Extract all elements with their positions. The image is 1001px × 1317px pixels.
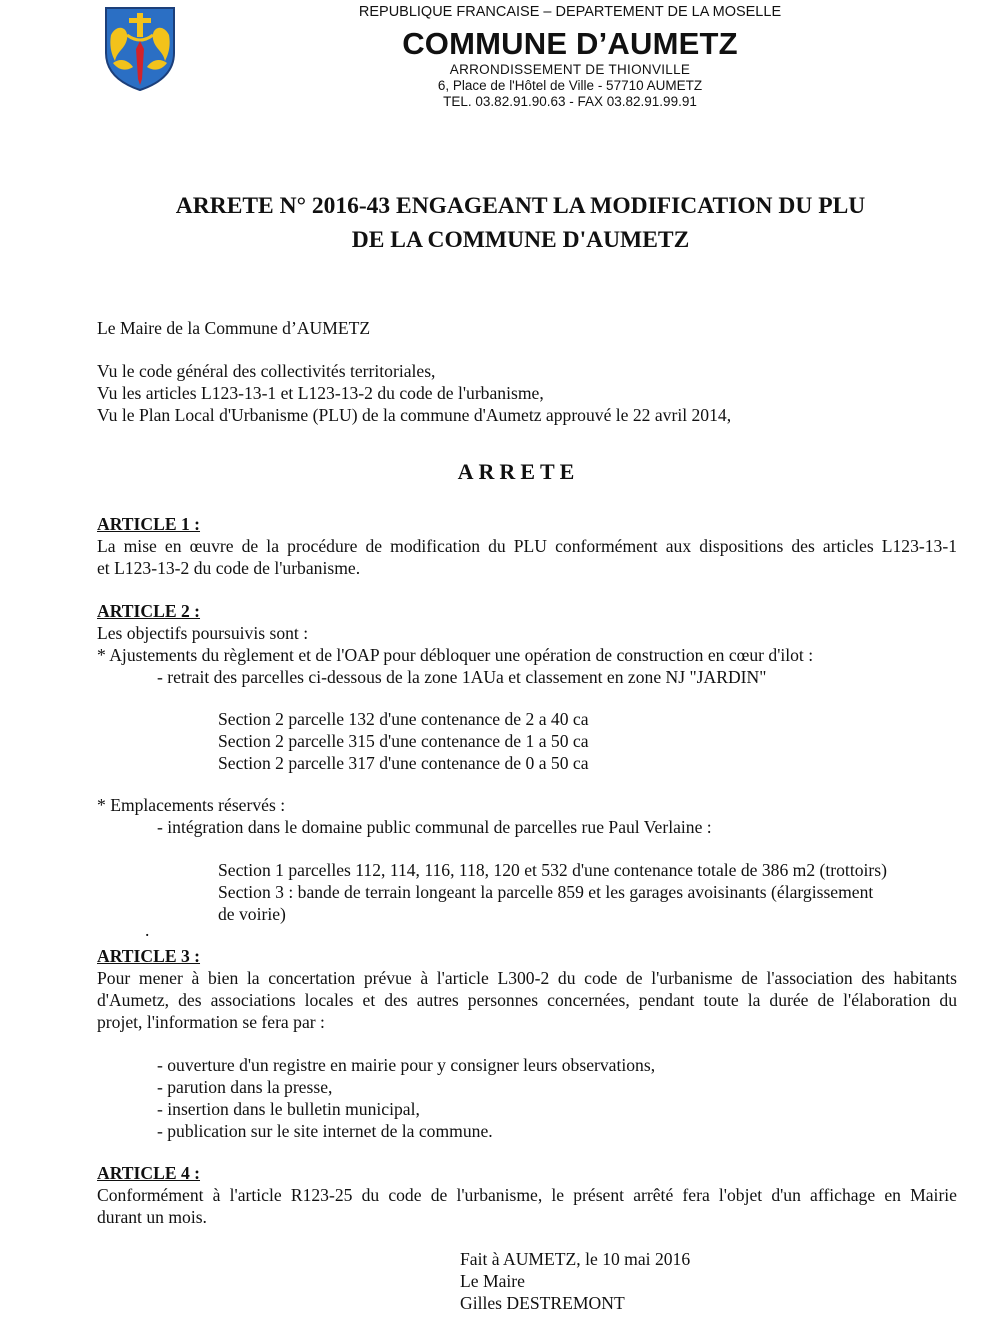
signature-role: Le Maire bbox=[460, 1271, 525, 1291]
list-item: - publication sur le site internet de la commune. bbox=[157, 1121, 493, 1141]
parcel-item: Section 2 parcelle 132 d'une contenance de 2 a 40 ca bbox=[218, 709, 589, 729]
preamble-vu-2: Vu les articles L123-13-1 et L123-13-2 du code de l'urbanisme, bbox=[97, 383, 544, 403]
article-4-line-1: Conformément à l'article R123-25 du code de l'urbanisme, le présent arrêté fera l'objet d'un affichage en Mairie bbox=[97, 1185, 957, 1205]
article-2-heading: ARTICLE 2 : bbox=[97, 601, 201, 621]
signature-place-date: Fait à AUMETZ, le 10 mai 2016 bbox=[460, 1249, 691, 1269]
header-commune-name: COMMUNE D’AUMETZ bbox=[402, 26, 738, 61]
header-arrondissement: ARRONDISSEMENT DE THIONVILLE bbox=[449, 62, 691, 77]
parcel-item: Section 2 parcelle 317 d'une contenance de 0 a 50 ca bbox=[218, 753, 589, 773]
article-2-objective-1: * Ajustements du règlement et de l'OAP pour débloquer une opération de construction en cœur d'ilot : bbox=[97, 645, 814, 665]
arrete-heading: ARRETE bbox=[457, 459, 580, 484]
article-1-heading: ARTICLE 1 : bbox=[97, 514, 201, 534]
header-address: 6, Place de l'Hôtel de Ville - 57710 AUMETZ bbox=[437, 78, 703, 93]
coat-of-arms-icon bbox=[103, 5, 177, 91]
document-title-line-2: DE LA COMMUNE D'AUMETZ bbox=[351, 227, 690, 253]
article-2-objective-2-sub: - intégration dans le domaine public communal de parcelles rue Paul Verlaine : bbox=[157, 817, 712, 837]
section-item: Section 1 parcelles 112, 114, 116, 118, 120 et 532 d'une contenance totale de 386 m2 (trottoirs) bbox=[218, 860, 887, 880]
section-item: Section 3 : bande de terrain longeant la parcelle 859 et les garages avoisinants (élargissement bbox=[218, 882, 874, 902]
stray-dot: . bbox=[145, 920, 150, 940]
list-item: - insertion dans le bulletin municipal, bbox=[157, 1099, 420, 1119]
article-1-line-1: La mise en œuvre de la procédure de modification du PLU conformément aux dispositions des articles L123-13-1 bbox=[97, 536, 957, 556]
article-4-heading: ARTICLE 4 : bbox=[97, 1163, 201, 1183]
section-item: de voirie) bbox=[218, 904, 286, 924]
article-3-line-3: projet, l'information se fera par : bbox=[97, 1012, 325, 1032]
article-1-line-2: et L123-13-2 du code de l'urbanisme. bbox=[97, 558, 361, 578]
list-item: - parution dans la presse, bbox=[157, 1077, 333, 1097]
list-item: - ouverture d'un registre en mairie pour y consigner leurs observations, bbox=[157, 1055, 656, 1075]
article-3-line-2: d'Aumetz, des associations locales et des autres personnes concernées, pendant toute la durée de l'élaboration du bbox=[97, 990, 957, 1010]
article-4-line-2: durant un mois. bbox=[97, 1207, 207, 1227]
document-title-line-1: ARRETE N° 2016-43 ENGAGEANT LA MODIFICATION DU PLU bbox=[175, 193, 866, 219]
signature-name: Gilles DESTREMONT bbox=[460, 1293, 625, 1313]
article-2-objective-1-sub: - retrait des parcelles ci-dessous de la zone 1AUa et classement en zone NJ "JARDIN" bbox=[157, 667, 767, 687]
article-2-intro: Les objectifs poursuivis sont : bbox=[97, 623, 309, 643]
header-country-department: REPUBLIQUE FRANCAISE – DEPARTEMENT DE LA MOSELLE bbox=[358, 4, 782, 20]
article-2-objective-2: * Emplacements réservés : bbox=[97, 795, 286, 815]
article-3-heading: ARTICLE 3 : bbox=[97, 946, 201, 966]
preamble-vu-3: Vu le Plan Local d'Urbanisme (PLU) de la commune d'Aumetz approuvé le 22 avril 2014, bbox=[97, 405, 732, 425]
article-3-line-1: Pour mener à bien la concertation prévue à l'article L300-2 du code de l'urbanisme de l'association des habitants bbox=[97, 968, 957, 988]
parcel-item: Section 2 parcelle 315 d'une contenance de 1 a 50 ca bbox=[218, 731, 589, 751]
preamble-maire: Le Maire de la Commune d’AUMETZ bbox=[97, 318, 371, 338]
header-phone-fax: TEL. 03.82.91.90.63 - FAX 03.82.91.99.91 bbox=[443, 94, 697, 109]
preamble-vu-1: Vu le code général des collectivités territoriales, bbox=[97, 361, 436, 381]
